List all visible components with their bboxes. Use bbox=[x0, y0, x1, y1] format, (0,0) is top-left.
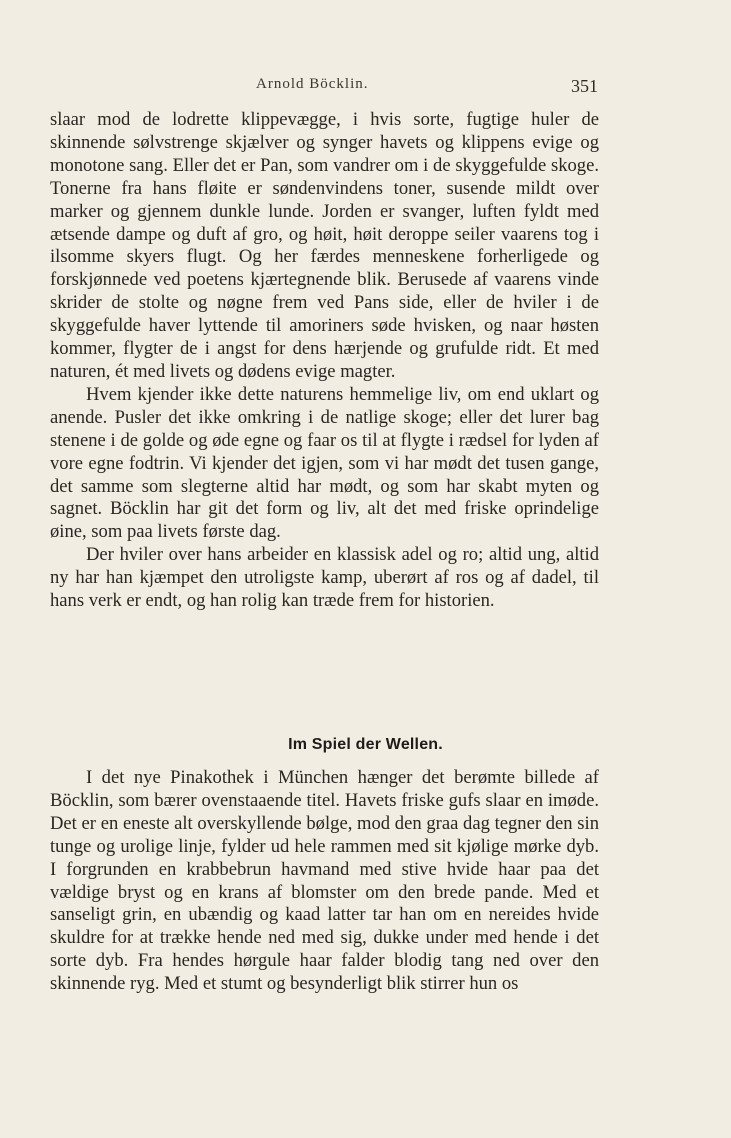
paragraph: slaar mod de lodrette klippevægge, i hvis sorte, fugtige huler de skinnende sølvstrenge skjælver og synger havets og klippens evige og monotone sang. Eller det er Pan, som vandrer om i de skyggefulde skoge. Tonerne fra hans fløite er søndenvindens toner, susende mildt over marker og gjennem dunkle lunde. Jorden er svanger, luften fyldt med ætsende dampe og duft af gro, og høit, høit deroppe seiler vaarens tog i ilsomme skyers flugt. Og her færdes menneskene forherligede og forskjønnede ved poetens kjærtegnende blik. Berusede af vaarens vinde skrider de stolte og nøgne frem ved Pans side, eller de hviler i de skyggefulde haver lyttende til amoriners søde hvisken, og naar høsten kommer, flygter de i angst for dens hærjende og grufulde ridt. Et med naturen, ét med livets og dødens evige magter. bbox=[50, 109, 599, 382]
section-heading: Im Spiel der Wellen. bbox=[288, 736, 443, 753]
body-text bbox=[50, 109, 599, 613]
paragraph: Hvem kjender ikke dette naturens hemmelige liv, om end uklart og anende. Pusler det ikke omkring i de natlige skoge; eller det lurer bag stenene i de golde og øde egne og faar os til at flygte i rædsel for lyden af vore egne fodtrin. Vi kjender det igjen, som vi har mødt det tusen gange, det samme som slegterne altid har mødt, og som har skabt myten og sagnet. Böcklin har git det form og liv, alt det med friske oprindelige øine, som paa livets første dag. bbox=[50, 383, 599, 543]
running-title: Arnold Böcklin. bbox=[256, 76, 369, 92]
paragraph: Der hviler over hans arbeider en klassisk adel og ro; altid ung, altid ny har han kjæmpet den utroligste kamp, uberørt af ros og af dadel, til hans verk er endt, og han rolig kan træde frem for historien. bbox=[50, 544, 599, 612]
paragraph: I det nye Pinakothek i München hænger det berømte billede af Böcklin, som bærer ovenstaaende titel. Havets friske gufs slaar en imøde. Det er en eneste alt overskyllende bølge, mod den graa dag tegner den sin tunge og urolige linje, fylder ud hele rammen med sit kjølige mørke dyb. I forgrunden en krabbebrun havmand med stive hvide haar paa det vældige bryst og en krans af blomster om den brede pande. Med et sanseligt grin, en ubændig og kaad latter tar han om en nereides hvide skuldre for at trække hende ned med sig, dukke under med hende i det sorte dyb. Fra hendes hørgule haar falder blodig tang ned over den skinnende ryg. Med et stumt og besynderligt blik stirrer hun os bbox=[50, 767, 599, 995]
page-number: 351 bbox=[571, 76, 598, 96]
section-text bbox=[50, 767, 599, 996]
